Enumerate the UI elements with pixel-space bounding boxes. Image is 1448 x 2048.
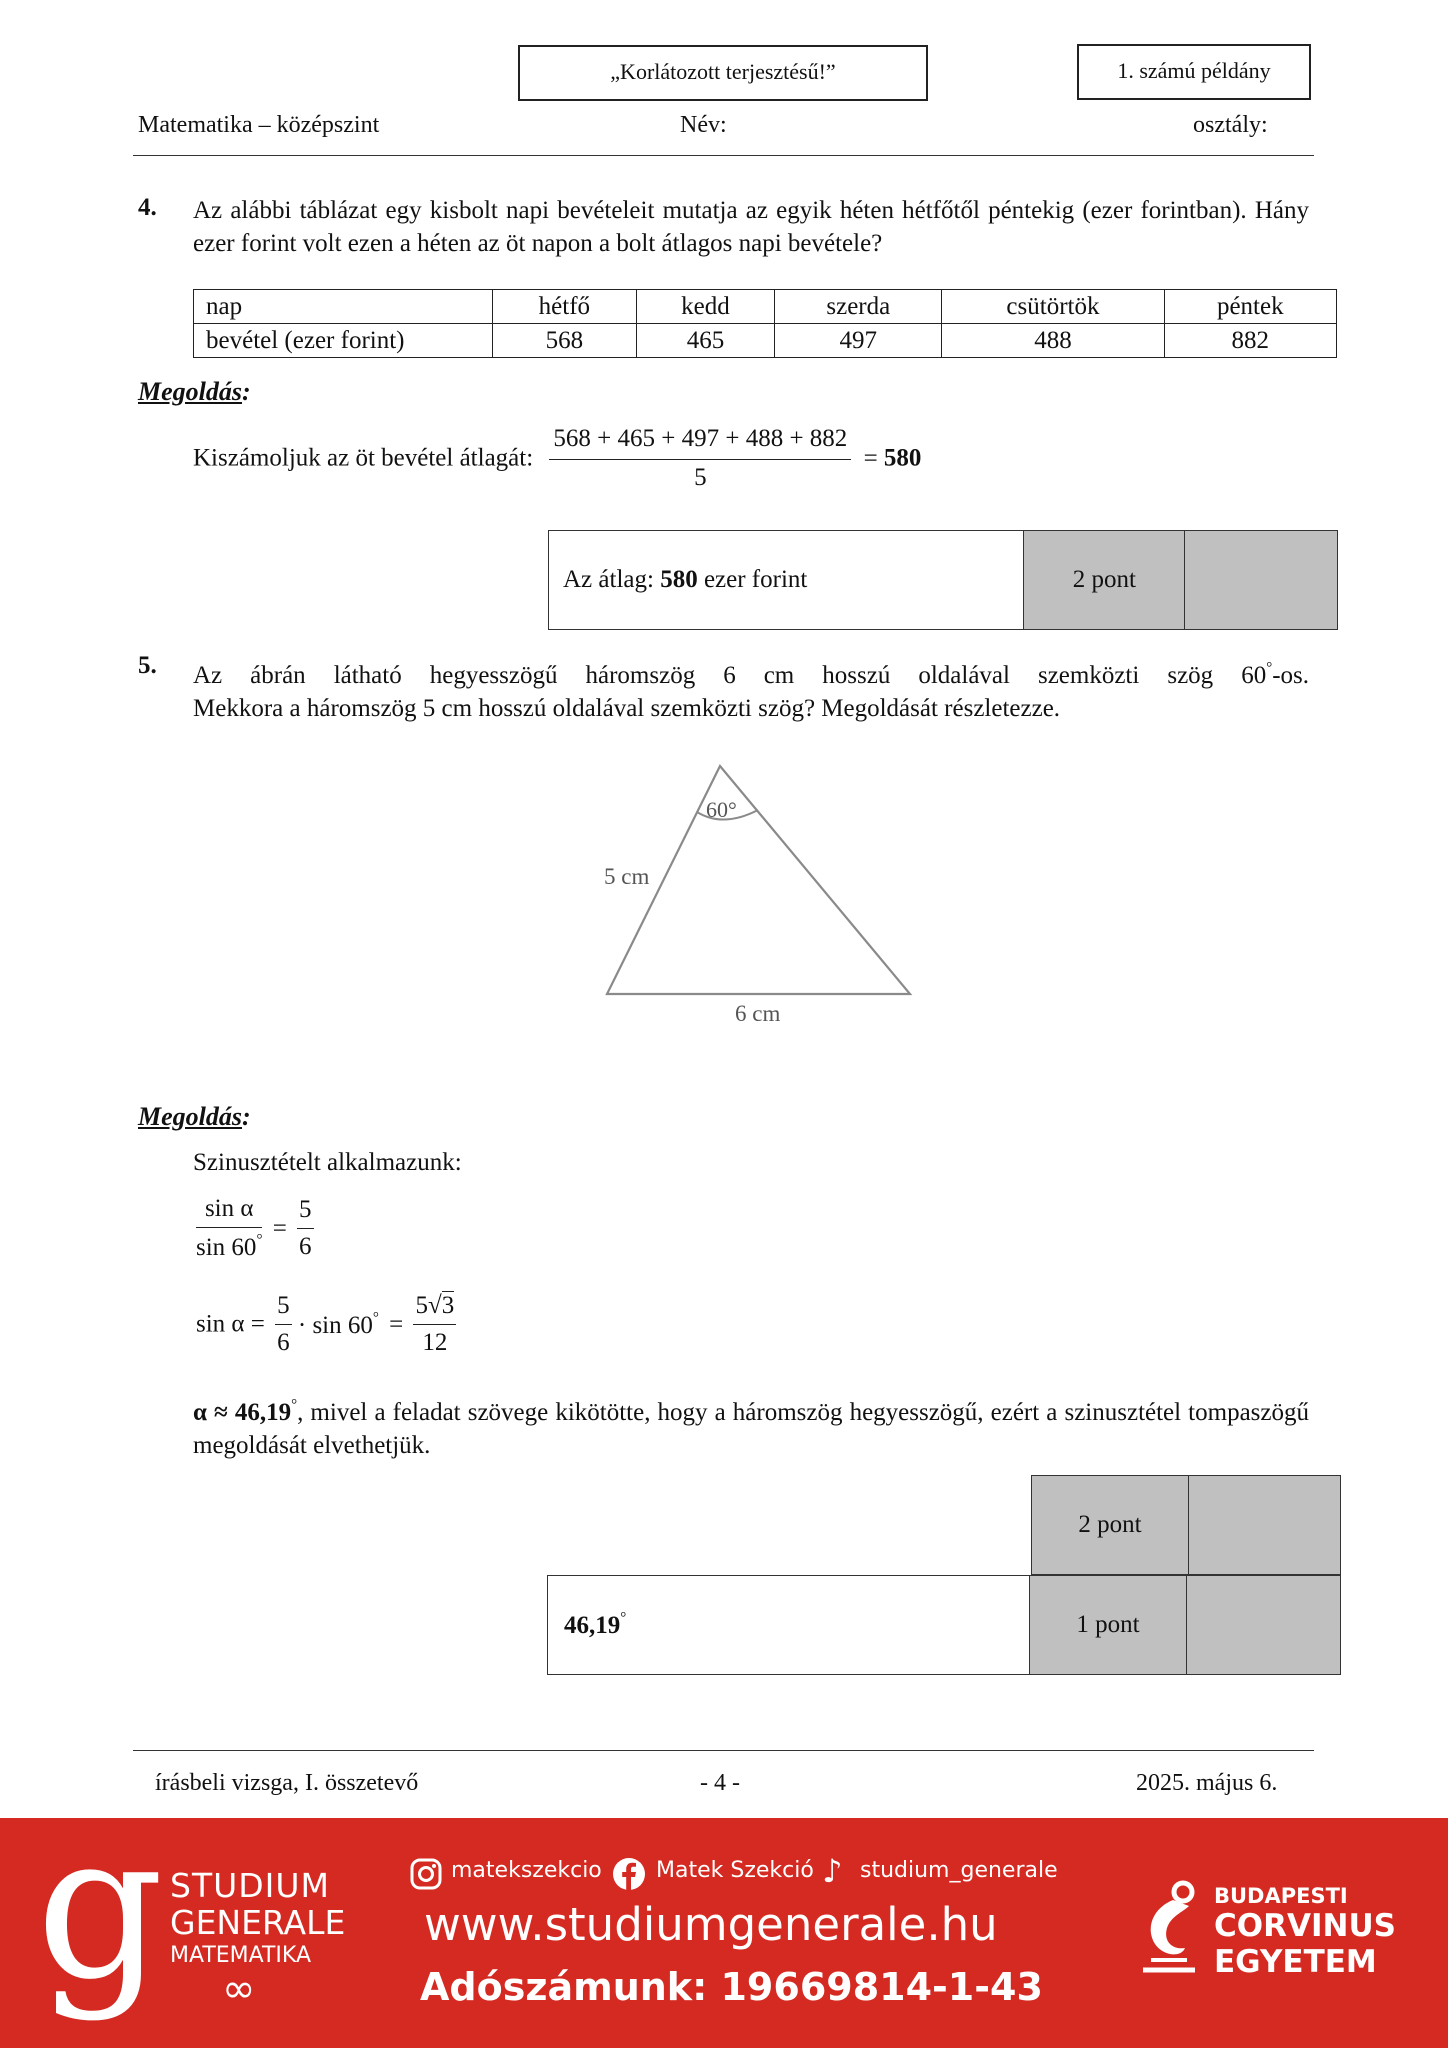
left-side-label: 5 cm [604, 864, 650, 889]
points-cell: 2 pont [1024, 531, 1185, 630]
angle-label: 60° [706, 797, 737, 822]
table-row [549, 531, 1338, 630]
q5-result-paragraph: α ≈ 46,19°, mivel a feladat szövege kikötötte, hogy a háromszög hegyesszögű, ezért a szinusztétel tompaszögű megoldását elvethetjük. [193, 1397, 1309, 1459]
website-link[interactable]: www.studiumgenerale.hu [424, 1898, 998, 1951]
question-5-text: Az ábrán látható hegyesszögű háromszög 6 cm hosszú oldalával szemközti szög 60°-os. Mekkora a háromszög 5 cm hosszú oldalával szemközti szög? Megoldását részletezze. [193, 660, 1309, 722]
table-row [194, 324, 1337, 358]
question-4-number: 4. [138, 194, 157, 221]
table-cell: 465 [636, 324, 775, 358]
equation-1: $\frac{\text{sin α}}{\sin 60^\circ}$ = $\frac{5}{6}$ [196, 1195, 312, 1261]
score-entry-cell[interactable] [1187, 1576, 1341, 1675]
fraction-denominator: 5 [694, 464, 707, 491]
points-cell: 1 pont [1030, 1576, 1187, 1675]
instagram-handle[interactable]: matekszekcio [451, 1858, 602, 1883]
equals-sign: = [863, 444, 878, 472]
footer-left: írásbeli vizsga, I. összetevő [155, 1770, 419, 1796]
answer-cell: 46,19° [548, 1576, 1030, 1675]
question-5-number: 5. [138, 652, 157, 679]
average-fraction [549, 425, 851, 492]
corvinus-line-2: CORVINUS [1214, 1908, 1396, 1944]
triangle-figure [590, 756, 930, 1031]
table-cell: 882 [1164, 324, 1336, 358]
instagram-icon [410, 1858, 442, 1890]
tiktok-icon: ♪ [822, 1852, 843, 1890]
q5-score-table-2 [547, 1575, 1341, 1675]
eq2-rhs-fraction: $\frac{5√3}{12}$ [415, 1292, 455, 1356]
points-cell: 2 pont [1032, 1476, 1189, 1575]
triangle-shape [607, 766, 910, 994]
eq1-lhs-fraction: $\frac{\text{sin α}}{\sin 60^\circ}$ [196, 1195, 263, 1261]
footer-date: 2025. május 6. [1136, 1770, 1278, 1796]
table-cell: 497 [775, 324, 942, 358]
eq2-fraction: $\frac{5}{6}$ [277, 1292, 290, 1356]
table-cell: 488 [942, 324, 1164, 358]
header-divider [133, 155, 1314, 156]
brand-line-2: GENERALE [170, 1903, 346, 1942]
infinity-icon: ∞ [222, 1966, 256, 2012]
subject-label: Matematika – középszint [138, 112, 380, 138]
table-row [194, 290, 1337, 324]
name-label: Név: [680, 112, 727, 138]
q4-average-calculation [193, 425, 921, 492]
corvinus-logo-icon [1133, 1878, 1207, 1978]
fraction-numerator: 568 + 465 + 497 + 488 + 882 [549, 425, 851, 460]
tax-number: Adószámunk: 19669814-1-43 [420, 1965, 1043, 2009]
table-cell: szerda [775, 290, 942, 324]
studium-generale-logo-icon: g [36, 1791, 165, 2024]
question-4-text: Az alábbi táblázat egy kisbolt napi bevételeit mutatja az egyik héten hétfőtől péntekig (ezer forintban). Hány ezer forint volt ezen a héten az öt napon a bolt átlagos napi bevétele? [193, 197, 1309, 257]
class-label: osztály: [1193, 112, 1268, 138]
sine-rule-intro: Szinusztételt alkalmazunk: [193, 1149, 462, 1176]
table-cell: kedd [636, 290, 775, 324]
copy-number-label: 1. számú példány [1077, 44, 1311, 100]
calc-label: Kiszámoljuk az öt bevétel átlagát: [193, 444, 534, 472]
table-cell: bevétel (ezer forint) [194, 324, 493, 358]
revenue-table [193, 289, 1337, 358]
average-result: 580 [883, 444, 922, 472]
bottom-side-label: 6 cm [735, 1001, 781, 1026]
table-cell: 568 [493, 324, 637, 358]
corvinus-line-3: EGYETEM [1214, 1944, 1377, 1980]
equation-2: sin α = $\frac{5}{6}$ · sin 60° = $\frac{5√3}{12}$ [196, 1292, 455, 1356]
restricted-label: „Korlátozott terjesztésű!” [518, 45, 928, 101]
score-entry-cell[interactable] [1189, 1476, 1341, 1575]
table-cell: nap [194, 290, 493, 324]
score-entry-cell[interactable] [1185, 531, 1338, 630]
table-row [548, 1576, 1341, 1675]
facebook-handle[interactable]: Matek Szekció [656, 1858, 814, 1883]
eq1-rhs-fraction: $\frac{5}{6}$ [299, 1196, 312, 1260]
footer-divider [133, 1750, 1314, 1751]
table-cell: péntek [1164, 290, 1336, 324]
tiktok-handle[interactable]: studium_generale [860, 1858, 1058, 1883]
facebook-icon [612, 1857, 646, 1891]
table-row [1032, 1476, 1341, 1575]
table-cell: hétfő [493, 290, 637, 324]
table-cell: csütörtök [942, 290, 1164, 324]
brand-line-1: STUDIUM [170, 1866, 331, 1905]
q4-score-table [548, 530, 1338, 630]
brand-line-3: MATEMATIKA [170, 1943, 312, 1968]
q5-solution-heading: Megoldás: [138, 1102, 251, 1131]
sponsor-banner [0, 1791, 1448, 2048]
answer-cell: Az átlag: 580 ezer forint [549, 531, 1024, 630]
q4-solution-heading: Megoldás: [138, 377, 251, 406]
q5-score-table-1 [1031, 1475, 1341, 1575]
footer-page-number: - 4 - [700, 1770, 740, 1796]
corvinus-line-1: BUDAPESTI [1214, 1884, 1348, 1908]
